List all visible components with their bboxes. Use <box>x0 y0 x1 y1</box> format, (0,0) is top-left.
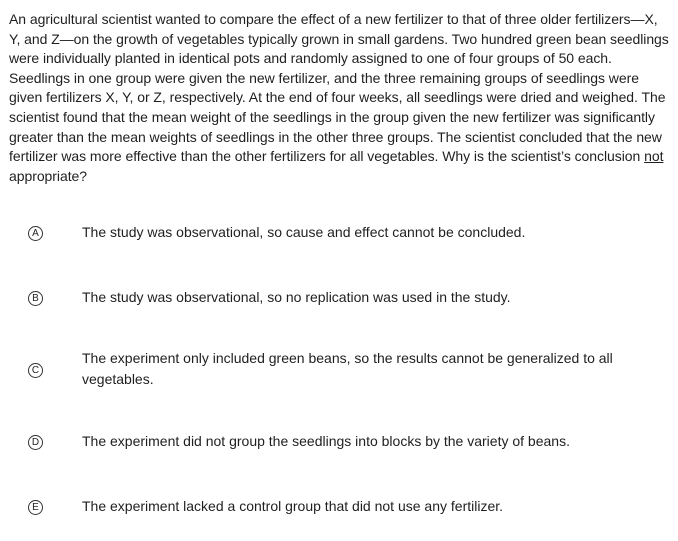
choice-b-bubble[interactable]: B <box>28 291 43 306</box>
choice-d-bubble[interactable]: D <box>28 435 43 450</box>
choice-a-text: The study was observational, so cause and effect cannot be concluded. <box>82 224 526 240</box>
choice-e-bubble[interactable]: E <box>28 500 43 515</box>
choice-e-text: The experiment lacked a control group that did not use any fertilizer. <box>82 498 504 514</box>
question-stem <box>9 10 671 186</box>
choice-b[interactable] <box>0 287 678 311</box>
choice-c[interactable] <box>0 348 678 392</box>
question-stem-end: appropriate? <box>9 167 88 184</box>
choice-e[interactable] <box>0 496 678 520</box>
choice-c-text: The experiment only included green beans, so the results cannot be generalized to all vegetables. <box>82 350 613 387</box>
choice-a[interactable] <box>0 222 678 246</box>
choice-c-bubble[interactable]: C <box>28 363 43 378</box>
choice-d-text: The experiment did not group the seedlings into blocks by the variety of beans. <box>82 433 570 449</box>
choice-d[interactable] <box>0 431 678 455</box>
question-stem-text: An agricultural scientist wanted to compare the effect of a new fertilizer to that of three older fertilizers—X, Y, and Z—on the growth of vegetables typically grown in small gardens. Two hundred green bean seedlings were individually planted in identical pots and randomly assigned to one of four groups of 50 each. Seedlings in one group were given the new fertilizer, and the three remaining groups of seedlings were given fertilizers X, Y, or Z, respectively. At the end of four weeks, all seedlings were dried and weighed. The scientist found that the mean weight of the seedlings in the group given the new fertilizer was significantly greater than the mean weights of seedlings in the other three groups. The scientist concluded that the new fertilizer was more effective than the other fertilizers for all vegetables. Why is the scientist’s conclusion <box>9 11 669 165</box>
choice-b-text: The study was observational, so no replication was used in the study. <box>82 289 511 305</box>
question-stem-emphasis: not <box>644 148 664 165</box>
choice-a-bubble[interactable]: A <box>28 226 43 241</box>
